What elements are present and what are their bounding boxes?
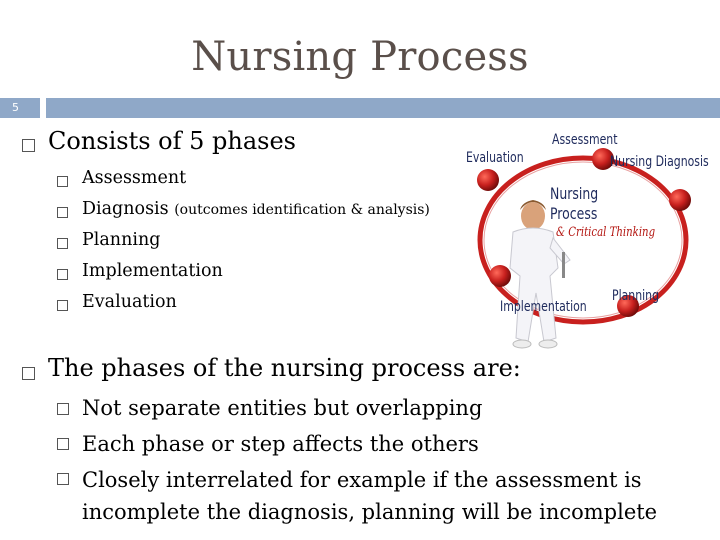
slide-number-bar bbox=[0, 98, 40, 118]
phase-label: Diagnosis bbox=[82, 199, 175, 219]
phase-item bbox=[82, 292, 177, 312]
label-center-process: Process bbox=[550, 204, 598, 223]
node-implementation bbox=[489, 265, 511, 287]
bullet-box-icon bbox=[57, 473, 69, 485]
header-bar bbox=[46, 98, 720, 118]
label-center-nursing: Nursing bbox=[550, 184, 599, 203]
bullet-box-icon bbox=[57, 176, 68, 187]
node-evaluation bbox=[477, 169, 499, 191]
phase-item bbox=[82, 168, 186, 188]
phase-item bbox=[82, 261, 223, 281]
phase-item bbox=[82, 230, 160, 250]
bullet-box-icon bbox=[57, 238, 68, 249]
bullet-box-icon bbox=[57, 403, 69, 415]
point-item: Closely interrelated for example if the assessment is incomplete the diagnosis, planning will be incomplete bbox=[82, 468, 658, 524]
phase-label: Evaluation bbox=[82, 292, 177, 312]
bullet-phases-are: The phases of the nursing process are: bbox=[48, 354, 521, 382]
phase-note: (outcomes identification & analysis) bbox=[174, 202, 430, 218]
bullet-box-icon bbox=[22, 367, 35, 380]
label-planning: Planning bbox=[612, 288, 660, 304]
bullet-box-icon bbox=[22, 139, 35, 152]
node-diagnosis bbox=[669, 189, 691, 211]
slide-title: Nursing Process bbox=[191, 34, 529, 80]
label-evaluation: Evaluation bbox=[466, 150, 524, 166]
label-implementation: Implementation bbox=[500, 299, 587, 315]
bullet-box-icon bbox=[57, 269, 68, 280]
label-critical-thinking: & Critical Thinking bbox=[556, 225, 656, 240]
bullet-box-icon bbox=[57, 438, 69, 450]
nursing-process-diagram bbox=[458, 128, 708, 353]
phase-label: Implementation bbox=[82, 261, 223, 281]
bullet-consists: Consists of 5 phases bbox=[48, 127, 296, 155]
phase-label: Assessment bbox=[82, 168, 187, 188]
bullet-box-icon bbox=[57, 300, 68, 311]
label-nursing-diagnosis: Nursing Diagnosis bbox=[610, 154, 709, 170]
slide-number: 5 bbox=[12, 101, 19, 114]
phase-label: Planning bbox=[82, 230, 161, 250]
bullet-box-icon bbox=[57, 207, 68, 218]
point-item: Each phase or step affects the others bbox=[82, 432, 479, 456]
phase-item bbox=[82, 199, 430, 219]
point-item: Not separate entities but overlapping bbox=[82, 396, 483, 420]
label-assessment: Assessment bbox=[552, 132, 618, 148]
